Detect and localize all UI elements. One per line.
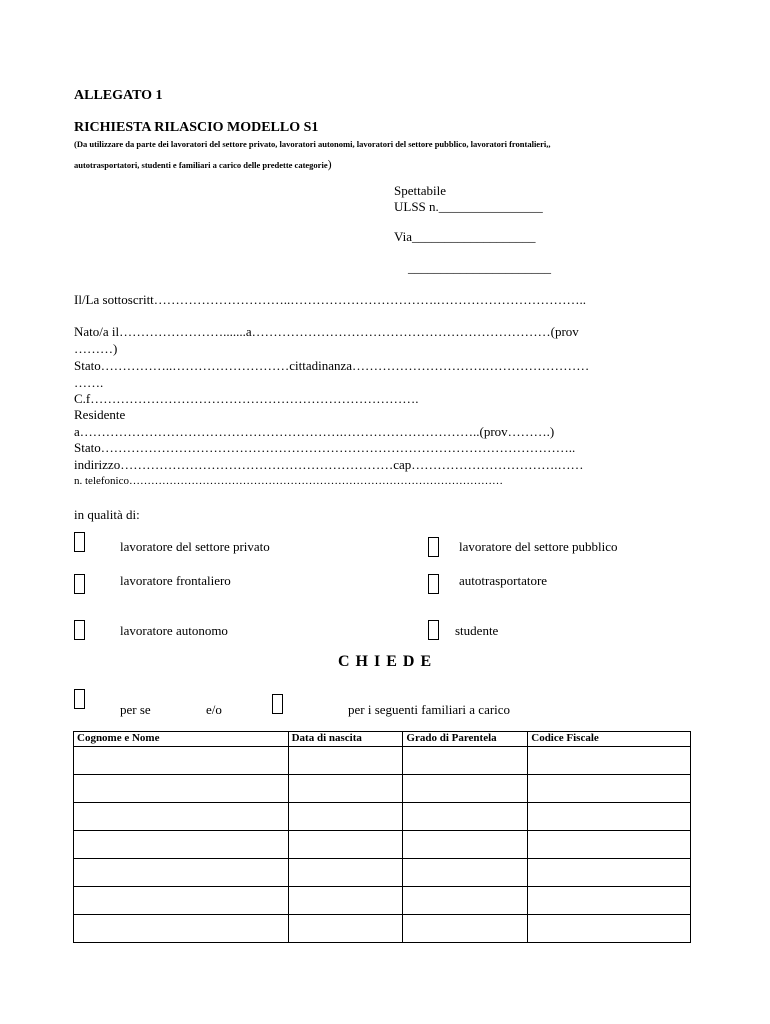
recipient-via: Via___________________ [394,229,536,244]
cell-data-nascita[interactable] [288,747,403,775]
phone-line: n. telefonico………………………………………………………………………………………… [74,475,503,487]
cell-data-nascita[interactable] [288,775,403,803]
header-codice-fiscale: Codice Fiscale [528,732,691,747]
cell-codice-fiscale[interactable] [528,775,691,803]
cell-codice-fiscale[interactable] [528,831,691,859]
header-grado-parentela: Grado di Parentela [403,732,528,747]
and-or-label: e/o [206,702,222,717]
header-cognome-nome: Cognome e Nome [74,732,289,747]
cell-data-nascita[interactable] [288,887,403,915]
birth-prov-cont: ………) [74,341,118,356]
birth-line: Nato/a il…………………….......a……………………………………………………………(prov [74,324,579,339]
cell-data-nascita[interactable] [288,831,403,859]
chiede-heading: C H I E D E [338,653,433,670]
cell-cognome-nome[interactable] [74,915,289,943]
per-se-label: per se [120,702,151,717]
cell-cognome-nome[interactable] [74,803,289,831]
option-autonomo: lavoratore autonomo [120,623,228,638]
table-row [74,887,691,915]
option-studente: studente [455,623,499,638]
residence-city-line: a…………………………………………………….…………………………..(prov……….) [74,424,555,439]
cell-grado-parentela[interactable] [403,831,528,859]
table-row [74,803,691,831]
checkbox-autonomo[interactable] [74,620,85,640]
cell-codice-fiscale[interactable] [528,915,691,943]
table-row [74,831,691,859]
form-title: RICHIESTA RILASCIO MODELLO S1 [74,120,319,135]
cell-cognome-nome[interactable] [74,887,289,915]
checkbox-familiari[interactable] [272,694,283,714]
option-autotrasportatore: autotrasportatore [459,573,548,588]
signer-line: Il/La sottoscritt…………………………..…………………………….…………………………….. [74,292,587,307]
option-settore-pubblico: lavoratore del settore pubblico [459,539,618,554]
annex-label: ALLEGATO 1 [74,88,163,103]
cell-cognome-nome[interactable] [74,859,289,887]
cell-codice-fiscale[interactable] [528,859,691,887]
cell-grado-parentela[interactable] [403,747,528,775]
option-settore-privato: lavoratore del settore privato [120,539,270,554]
codice-fiscale-line: C.f…………………………………………………………………. [74,391,419,406]
residente-label: Residente [74,407,126,422]
recipient-extra-line: ______________________ [408,260,551,275]
cell-codice-fiscale[interactable] [528,747,691,775]
family-table [73,731,691,943]
cell-data-nascita[interactable] [288,803,403,831]
option-frontaliero: lavoratore frontaliero [120,573,231,588]
checkbox-autotrasportatore[interactable] [428,574,439,594]
header-data-nascita: Data di nascita [288,732,403,747]
recipient-line1: Spettabile [394,183,446,198]
recipient-ulss: ULSS n.________________ [394,199,543,214]
table-row [74,915,691,943]
state-cont: ……. [74,375,104,390]
checkbox-settore-privato[interactable] [74,532,85,552]
cell-cognome-nome[interactable] [74,831,289,859]
table-header-row [74,732,691,747]
table-row [74,747,691,775]
cell-data-nascita[interactable] [288,915,403,943]
form-subtitle-line1: (Da utilizzare da parte dei lavoratori del settore privato, lavoratori autonomi, lavoratori del settore pubblico, lavoratori frontalieri,, [74,139,551,149]
table-row [74,859,691,887]
cell-grado-parentela[interactable] [403,915,528,943]
table-row [74,775,691,803]
checkbox-settore-pubblico[interactable] [428,537,439,557]
state-citizenship-line: Stato……………..………………………cittadinanza………………………….…………………… [74,358,590,373]
checkbox-frontaliero[interactable] [74,574,85,594]
cell-codice-fiscale[interactable] [528,803,691,831]
checkbox-studente[interactable] [428,620,439,640]
cell-grado-parentela[interactable] [403,775,528,803]
cell-cognome-nome[interactable] [74,775,289,803]
familiari-label: per i seguenti familiari a carico [348,702,511,717]
form-subtitle-line2: autotrasportatori, studenti e familiari a carico delle predette categorie) [74,157,332,171]
checkbox-per-se[interactable] [74,689,85,709]
cell-grado-parentela[interactable] [403,859,528,887]
address-line: indirizzo………………………………………………………cap…………………………….…… [74,457,584,472]
cell-grado-parentela[interactable] [403,887,528,915]
cell-codice-fiscale[interactable] [528,887,691,915]
cell-data-nascita[interactable] [288,859,403,887]
residence-state-line: Stato……………………………………………………………………………………………….. [74,440,576,455]
qualifica-label: in qualità di: [74,507,140,522]
cell-grado-parentela[interactable] [403,803,528,831]
cell-cognome-nome[interactable] [74,747,289,775]
